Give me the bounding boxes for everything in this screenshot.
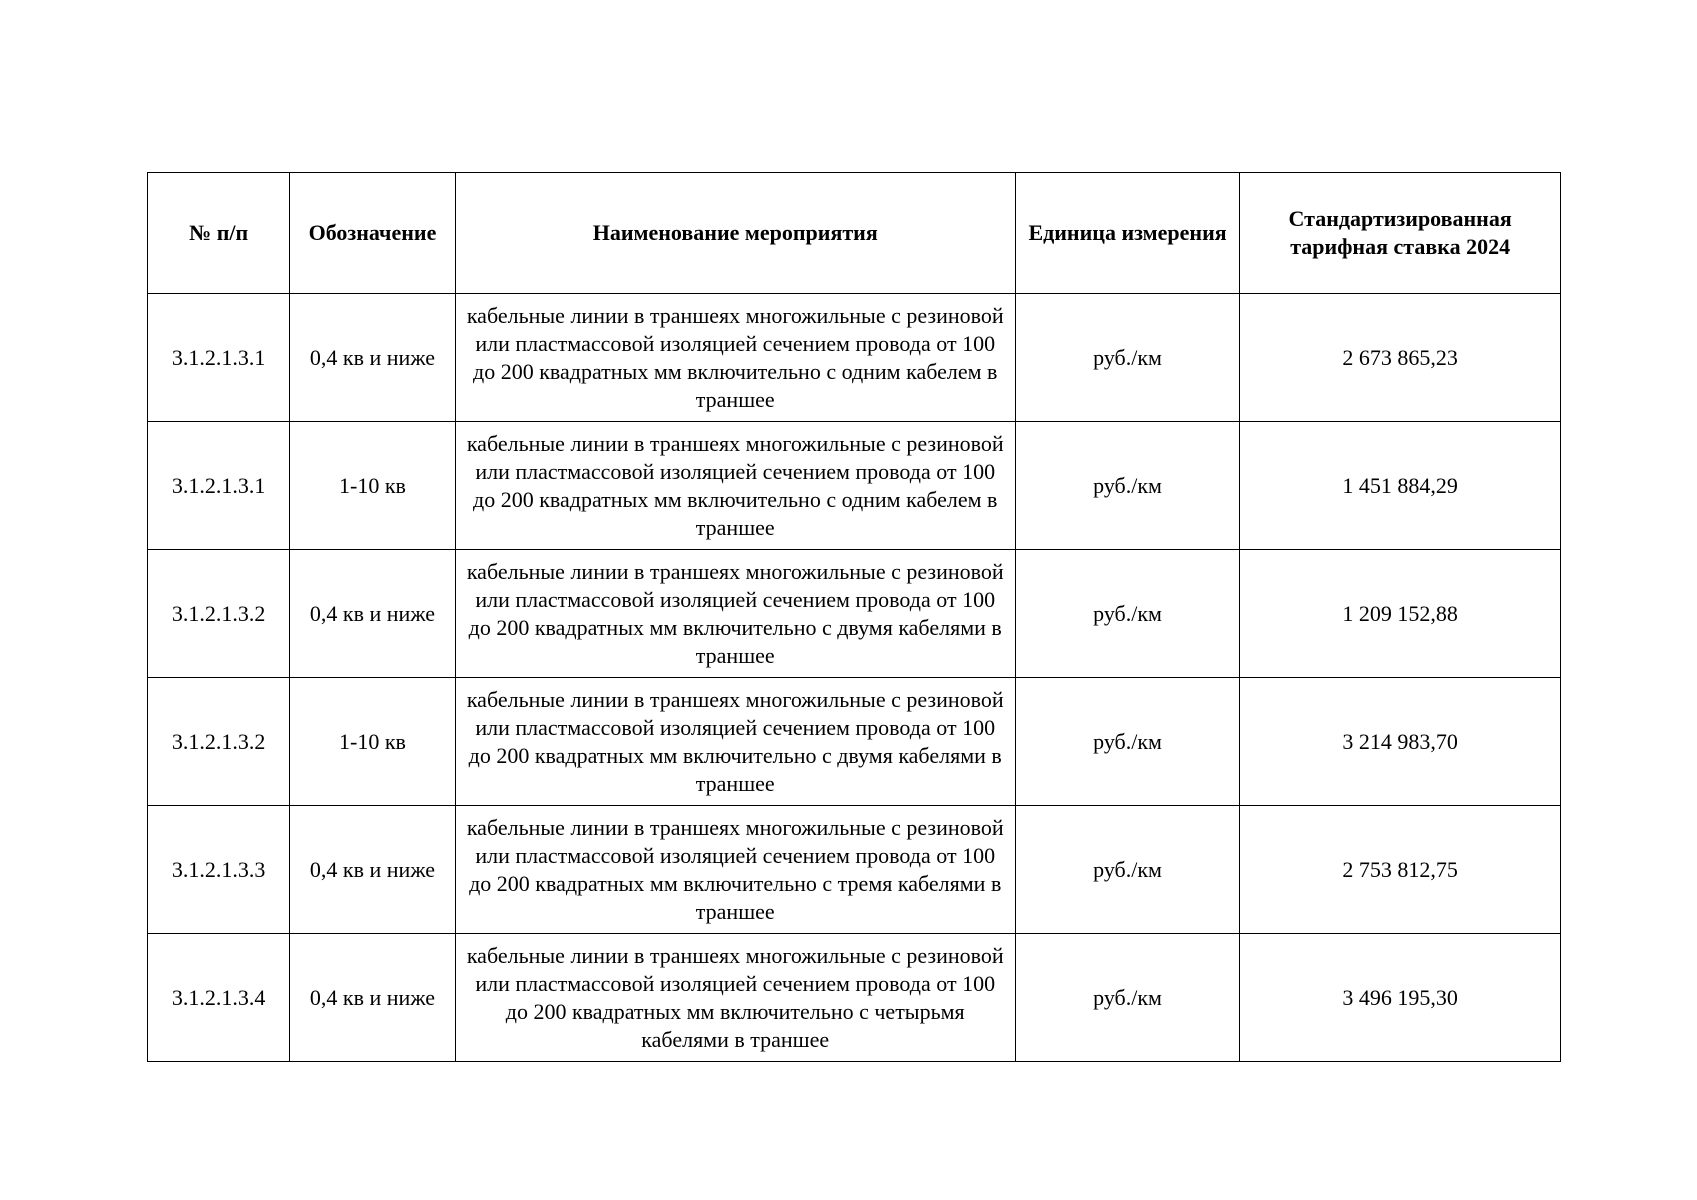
cell-unit: руб./км	[1015, 422, 1239, 550]
cell-code: 0,4 кв и ниже	[290, 806, 455, 934]
cell-name: кабельные линии в траншеях многожильные с резиновой или пластмассовой изоляцией сечением провода от 100 до 200 квадратных мм включительно с двумя кабелями в траншее	[455, 678, 1015, 806]
table-body	[148, 294, 1561, 1062]
cell-rate: 1 209 152,88	[1240, 550, 1561, 678]
cell-num: 3.1.2.1.3.2	[148, 550, 290, 678]
table-row	[148, 294, 1561, 422]
table-row	[148, 422, 1561, 550]
cell-rate: 2 753 812,75	[1240, 806, 1561, 934]
cell-rate: 2 673 865,23	[1240, 294, 1561, 422]
cell-unit: руб./км	[1015, 934, 1239, 1062]
cell-code: 0,4 кв и ниже	[290, 294, 455, 422]
tariff-table	[147, 172, 1561, 1062]
header-code: Обозначение	[290, 173, 455, 294]
cell-name: кабельные линии в траншеях многожильные с резиновой или пластмассовой изоляцией сечением провода от 100 до 200 квадратных мм включительно с четырьмя кабелями в траншее	[455, 934, 1015, 1062]
table-row	[148, 806, 1561, 934]
cell-num: 3.1.2.1.3.2	[148, 678, 290, 806]
cell-unit: руб./км	[1015, 294, 1239, 422]
cell-rate: 1 451 884,29	[1240, 422, 1561, 550]
cell-num: 3.1.2.1.3.3	[148, 806, 290, 934]
cell-rate: 3 496 195,30	[1240, 934, 1561, 1062]
header-num: № п/п	[148, 173, 290, 294]
cell-code: 0,4 кв и ниже	[290, 550, 455, 678]
header-rate: Стандартизированная тарифная ставка 2024	[1240, 173, 1561, 294]
table-row	[148, 934, 1561, 1062]
cell-num: 3.1.2.1.3.4	[148, 934, 290, 1062]
cell-unit: руб./км	[1015, 806, 1239, 934]
table-row	[148, 550, 1561, 678]
table-row	[148, 678, 1561, 806]
cell-num: 3.1.2.1.3.1	[148, 294, 290, 422]
cell-code: 1-10 кв	[290, 678, 455, 806]
cell-name: кабельные линии в траншеях многожильные с резиновой или пластмассовой изоляцией сечением провода от 100 до 200 квадратных мм включительно с двумя кабелями в траншее	[455, 550, 1015, 678]
cell-rate: 3 214 983,70	[1240, 678, 1561, 806]
cell-name: кабельные линии в траншеях многожильные с резиновой или пластмассовой изоляцией сечением провода от 100 до 200 квадратных мм включительно с одним кабелем в траншее	[455, 294, 1015, 422]
cell-unit: руб./км	[1015, 678, 1239, 806]
header-unit: Единица измерения	[1015, 173, 1239, 294]
cell-name: кабельные линии в траншеях многожильные с резиновой или пластмассовой изоляцией сечением провода от 100 до 200 квадратных мм включительно с тремя кабелями в траншее	[455, 806, 1015, 934]
cell-num: 3.1.2.1.3.1	[148, 422, 290, 550]
table-header	[148, 173, 1561, 294]
cell-code: 0,4 кв и ниже	[290, 934, 455, 1062]
header-row	[148, 173, 1561, 294]
cell-unit: руб./км	[1015, 550, 1239, 678]
cell-name: кабельные линии в траншеях многожильные с резиновой или пластмассовой изоляцией сечением провода от 100 до 200 квадратных мм включительно с одним кабелем в траншее	[455, 422, 1015, 550]
header-name: Наименование мероприятия	[455, 173, 1015, 294]
cell-code: 1-10 кв	[290, 422, 455, 550]
